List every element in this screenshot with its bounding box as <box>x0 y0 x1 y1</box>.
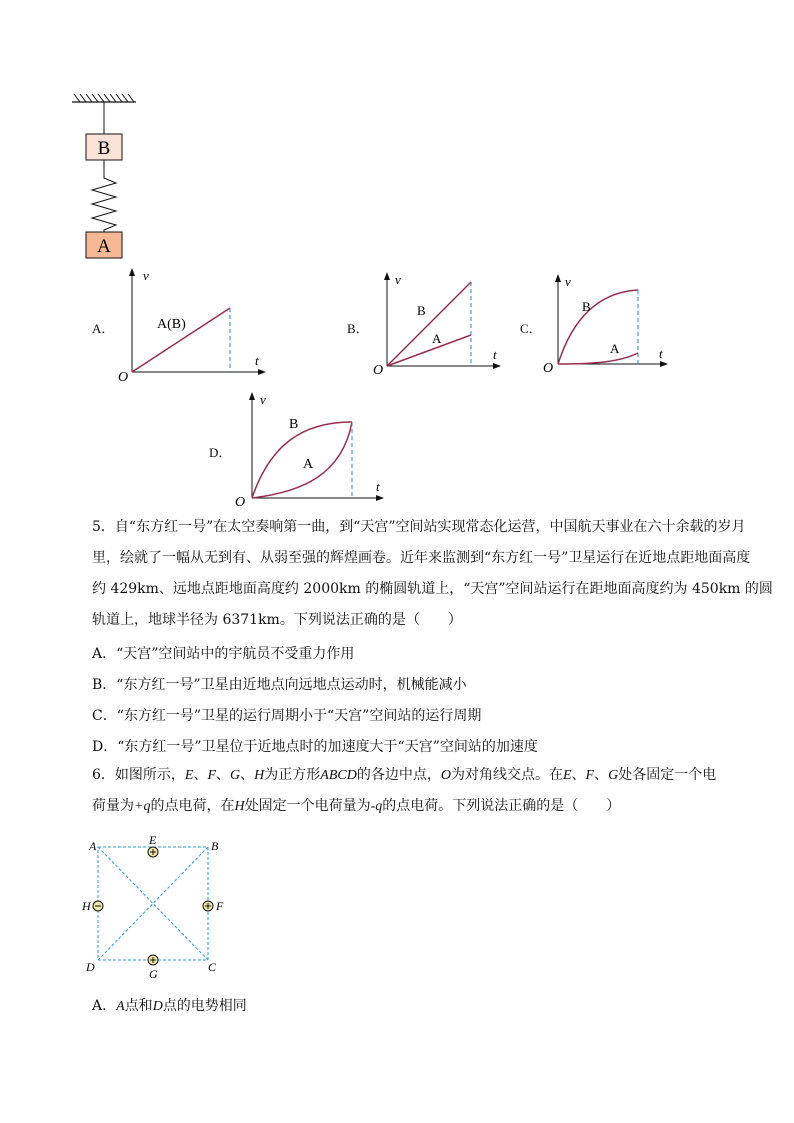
charge-g-plus <box>148 955 158 965</box>
square-charges-figure <box>80 834 230 984</box>
q6-text: 、 <box>193 767 208 783</box>
graph-c-curve-a <box>558 353 638 364</box>
label-g: G <box>149 967 158 981</box>
q6-line-2 <box>92 791 732 822</box>
graph-a-curve-label: A(B) <box>157 317 186 332</box>
graph-d-label-b: B <box>289 417 299 432</box>
graph-b <box>365 272 510 382</box>
graph-c-label-a: A <box>610 341 620 356</box>
graph-d-curve-b <box>252 422 352 498</box>
graph-b-option-label: B． <box>347 321 369 336</box>
block-b-label: B <box>97 138 111 159</box>
graph-c-v-label: v <box>565 274 571 289</box>
q6-var: F <box>585 768 595 783</box>
q5-option-b: B．“东方红一号”卫星由近地点向远地点运动时，机械能减小 <box>92 677 467 693</box>
q6-var: D <box>152 999 163 1014</box>
graph-c-t-label: t <box>659 346 663 361</box>
diagonal-ac <box>98 847 208 960</box>
q6-text: 点和 <box>124 998 153 1014</box>
graph-d-t-label: t <box>376 479 380 494</box>
charge-h-minus <box>93 901 103 911</box>
q6-text: 为对角线交点。在 <box>450 767 563 783</box>
graph-c-label-b: B <box>582 299 591 314</box>
diagonal-bd <box>98 847 208 960</box>
q6-text: 点的电势相同 <box>162 998 247 1014</box>
spring-blocks-figure <box>60 94 150 264</box>
q6-var: E <box>184 768 194 783</box>
q5-line: 轨道上，地球半径为 6371km。下列说法正确的是（ ） <box>92 612 462 628</box>
label-e: E <box>149 834 157 847</box>
q6-var: G <box>608 768 619 783</box>
graph-d-origin: O <box>235 495 246 510</box>
graph-a-origin: O <box>118 370 129 383</box>
label-h: H <box>82 899 91 913</box>
graph-b-t-label: t <box>493 347 497 362</box>
question-5-stem <box>92 512 773 636</box>
graph-a-option-label: A． <box>92 321 115 336</box>
graph-d-option-label: D． <box>209 445 232 460</box>
q6-var: E <box>562 768 572 783</box>
q6-var: -q <box>370 799 383 814</box>
graph-b-v-label: v <box>395 272 401 287</box>
q6-var: H <box>234 799 245 814</box>
graph-c-option-label: C． <box>520 321 542 336</box>
graph-d <box>230 390 390 510</box>
label-d: D <box>86 960 95 974</box>
q6-text: 、 <box>240 767 255 783</box>
q6-text: 、 <box>216 767 231 783</box>
graph-a-t-label: t <box>255 353 259 368</box>
charge-e-plus <box>148 847 158 857</box>
graph-c-origin: O <box>543 361 554 374</box>
q6-option-a-label: A． <box>92 998 117 1014</box>
graph-c-curve-b <box>558 290 638 364</box>
q6-text: 处固定一个电荷量为 <box>244 798 371 814</box>
graph-b-line-a <box>387 335 471 366</box>
graph-a-v-label: v <box>143 268 149 283</box>
q6-text: 的各边中点， <box>356 767 441 783</box>
question-6-stem <box>92 760 732 822</box>
block-a-label: A <box>97 236 111 257</box>
q6-text: 6．如图所示， <box>92 767 185 783</box>
q6-var: O <box>440 768 451 783</box>
graph-c <box>540 274 675 374</box>
q5-line: 5．自“东方红一号”在太空奏响第一曲，到“天宫”空间站实现常态化运营，中国航天事业在六十余载的岁月 <box>92 519 746 535</box>
q6-var: A <box>116 999 125 1014</box>
square-abcd <box>98 847 208 960</box>
label-a: A <box>89 839 97 853</box>
q6-line-1 <box>92 760 732 791</box>
q6-var: +q <box>134 799 151 814</box>
q6-text: 荷量为 <box>92 798 134 814</box>
q6-text: 处各固定一个电 <box>618 767 717 783</box>
q6-var: G <box>230 768 241 783</box>
q6-var: H <box>254 768 265 783</box>
q5-option-a: A．“天宫”空间站中的宇航员不受重力作用 <box>92 646 355 662</box>
q6-text: 、 <box>594 767 609 783</box>
spring <box>92 160 116 232</box>
graph-b-line-b <box>387 282 471 366</box>
graph-b-label-a: A <box>432 331 442 346</box>
graph-b-label-b: B <box>417 303 426 318</box>
q5-line: 里，绘就了一幅从无到有、从弱至强的辉煌画卷。近年来监测到“东方红一号”卫星运行在近地点距地面高度 <box>92 550 751 566</box>
q6-var: F <box>207 768 217 783</box>
q6-text: 为正方形 <box>264 767 321 783</box>
q6-var: ABCD <box>320 768 357 783</box>
label-c: C <box>208 960 217 974</box>
label-f: F <box>216 899 224 913</box>
graph-b-origin: O <box>373 363 384 378</box>
q5-line: 约 429km、远地点距地面高度约 2000km 的椭圆轨道上，“天宫”空间站运行在距地面高度约为 450km 的圆 <box>92 581 773 597</box>
q5-option-c: C．“东方红一号”卫星的运行周期小于“天宫”空间站的运行周期 <box>92 708 482 724</box>
q5-option-d: D．“东方红一号”卫星位于近地点时的加速度大于“天宫”空间站的加速度 <box>92 739 538 755</box>
q6-option-a <box>92 996 247 1017</box>
q6-text: 的点电荷，在 <box>150 798 235 814</box>
q6-text: 、 <box>571 767 586 783</box>
label-b: B <box>211 839 219 853</box>
graph-d-label-a: A <box>303 457 314 472</box>
graph-d-v-label: v <box>260 392 266 407</box>
graph-a <box>110 268 270 383</box>
q6-text: 的点电荷。下列说法正确的是（ ） <box>382 798 621 814</box>
charge-f-plus <box>203 901 213 911</box>
